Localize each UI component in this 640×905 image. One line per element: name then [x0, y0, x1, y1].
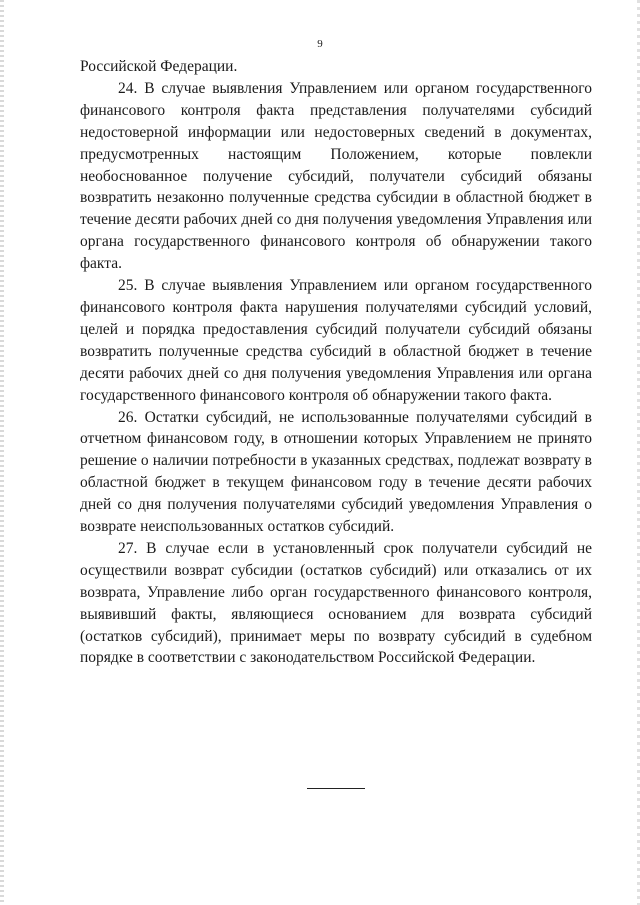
paragraph-continuation: Российской Федерации. [80, 58, 238, 75]
page-number: 9 [317, 38, 323, 50]
paragraph-25: 25. В случае выявления Управлением или органом государственного финансового контроля факта нарушения получателями субсидий условий, целей и порядка предоставления субсидий получатели субсидий обязаны возвратить полученные средства субсидий в областной бюджет в течение десяти рабочих дней со дня получения уведомления Управления или органа государственного финансового контроля об обнаружении такого факта. [80, 277, 592, 404]
paragraph-26: 26. Остатки субсидий, не использованные получателями субсидий в отчетном финансовом году, в отношении которых Управлением не принято решение о наличии потребности в указанных средствах, подлежат возврату в областной бюджет в текущем финансовом году в течение десяти рабочих дней со дня получения получателями субсидий уведомления Управления о возврате неиспользованных остатков субсидий. [80, 408, 592, 536]
paragraph-27: 27. В случае если в установленный срок получатели субсидий не осуществили возврат субсидии (остатков субсидий) или отказались от их возврата, Управление либо орган государственного финансового контроля, выявивший факты, являющиеся основанием для возврата субсидий (остатков субсидий), принимает меры по возврату субсидий в судебном порядке в соответствии с законодательством Российской Федерации. [80, 539, 592, 667]
end-divider [307, 788, 365, 789]
paragraph-24: 24. В случае выявления Управлением или органом государственного финансового контроля факта представления получателями субсидий недостоверной информации или недостоверных сведений в документах, предусмотренных настоящим Положением, которые повлекли необоснованное получение субсидий, получатели субсидий обязаны возвратить незаконно полученные средства субсидии в областной бюджет в течение десяти рабочих дней со дня получения уведомления Управления или органа государственного финансового контроля об обнаружении такого факта. [80, 79, 592, 273]
document-body [80, 56, 592, 669]
scan-edge-left [0, 0, 4, 905]
